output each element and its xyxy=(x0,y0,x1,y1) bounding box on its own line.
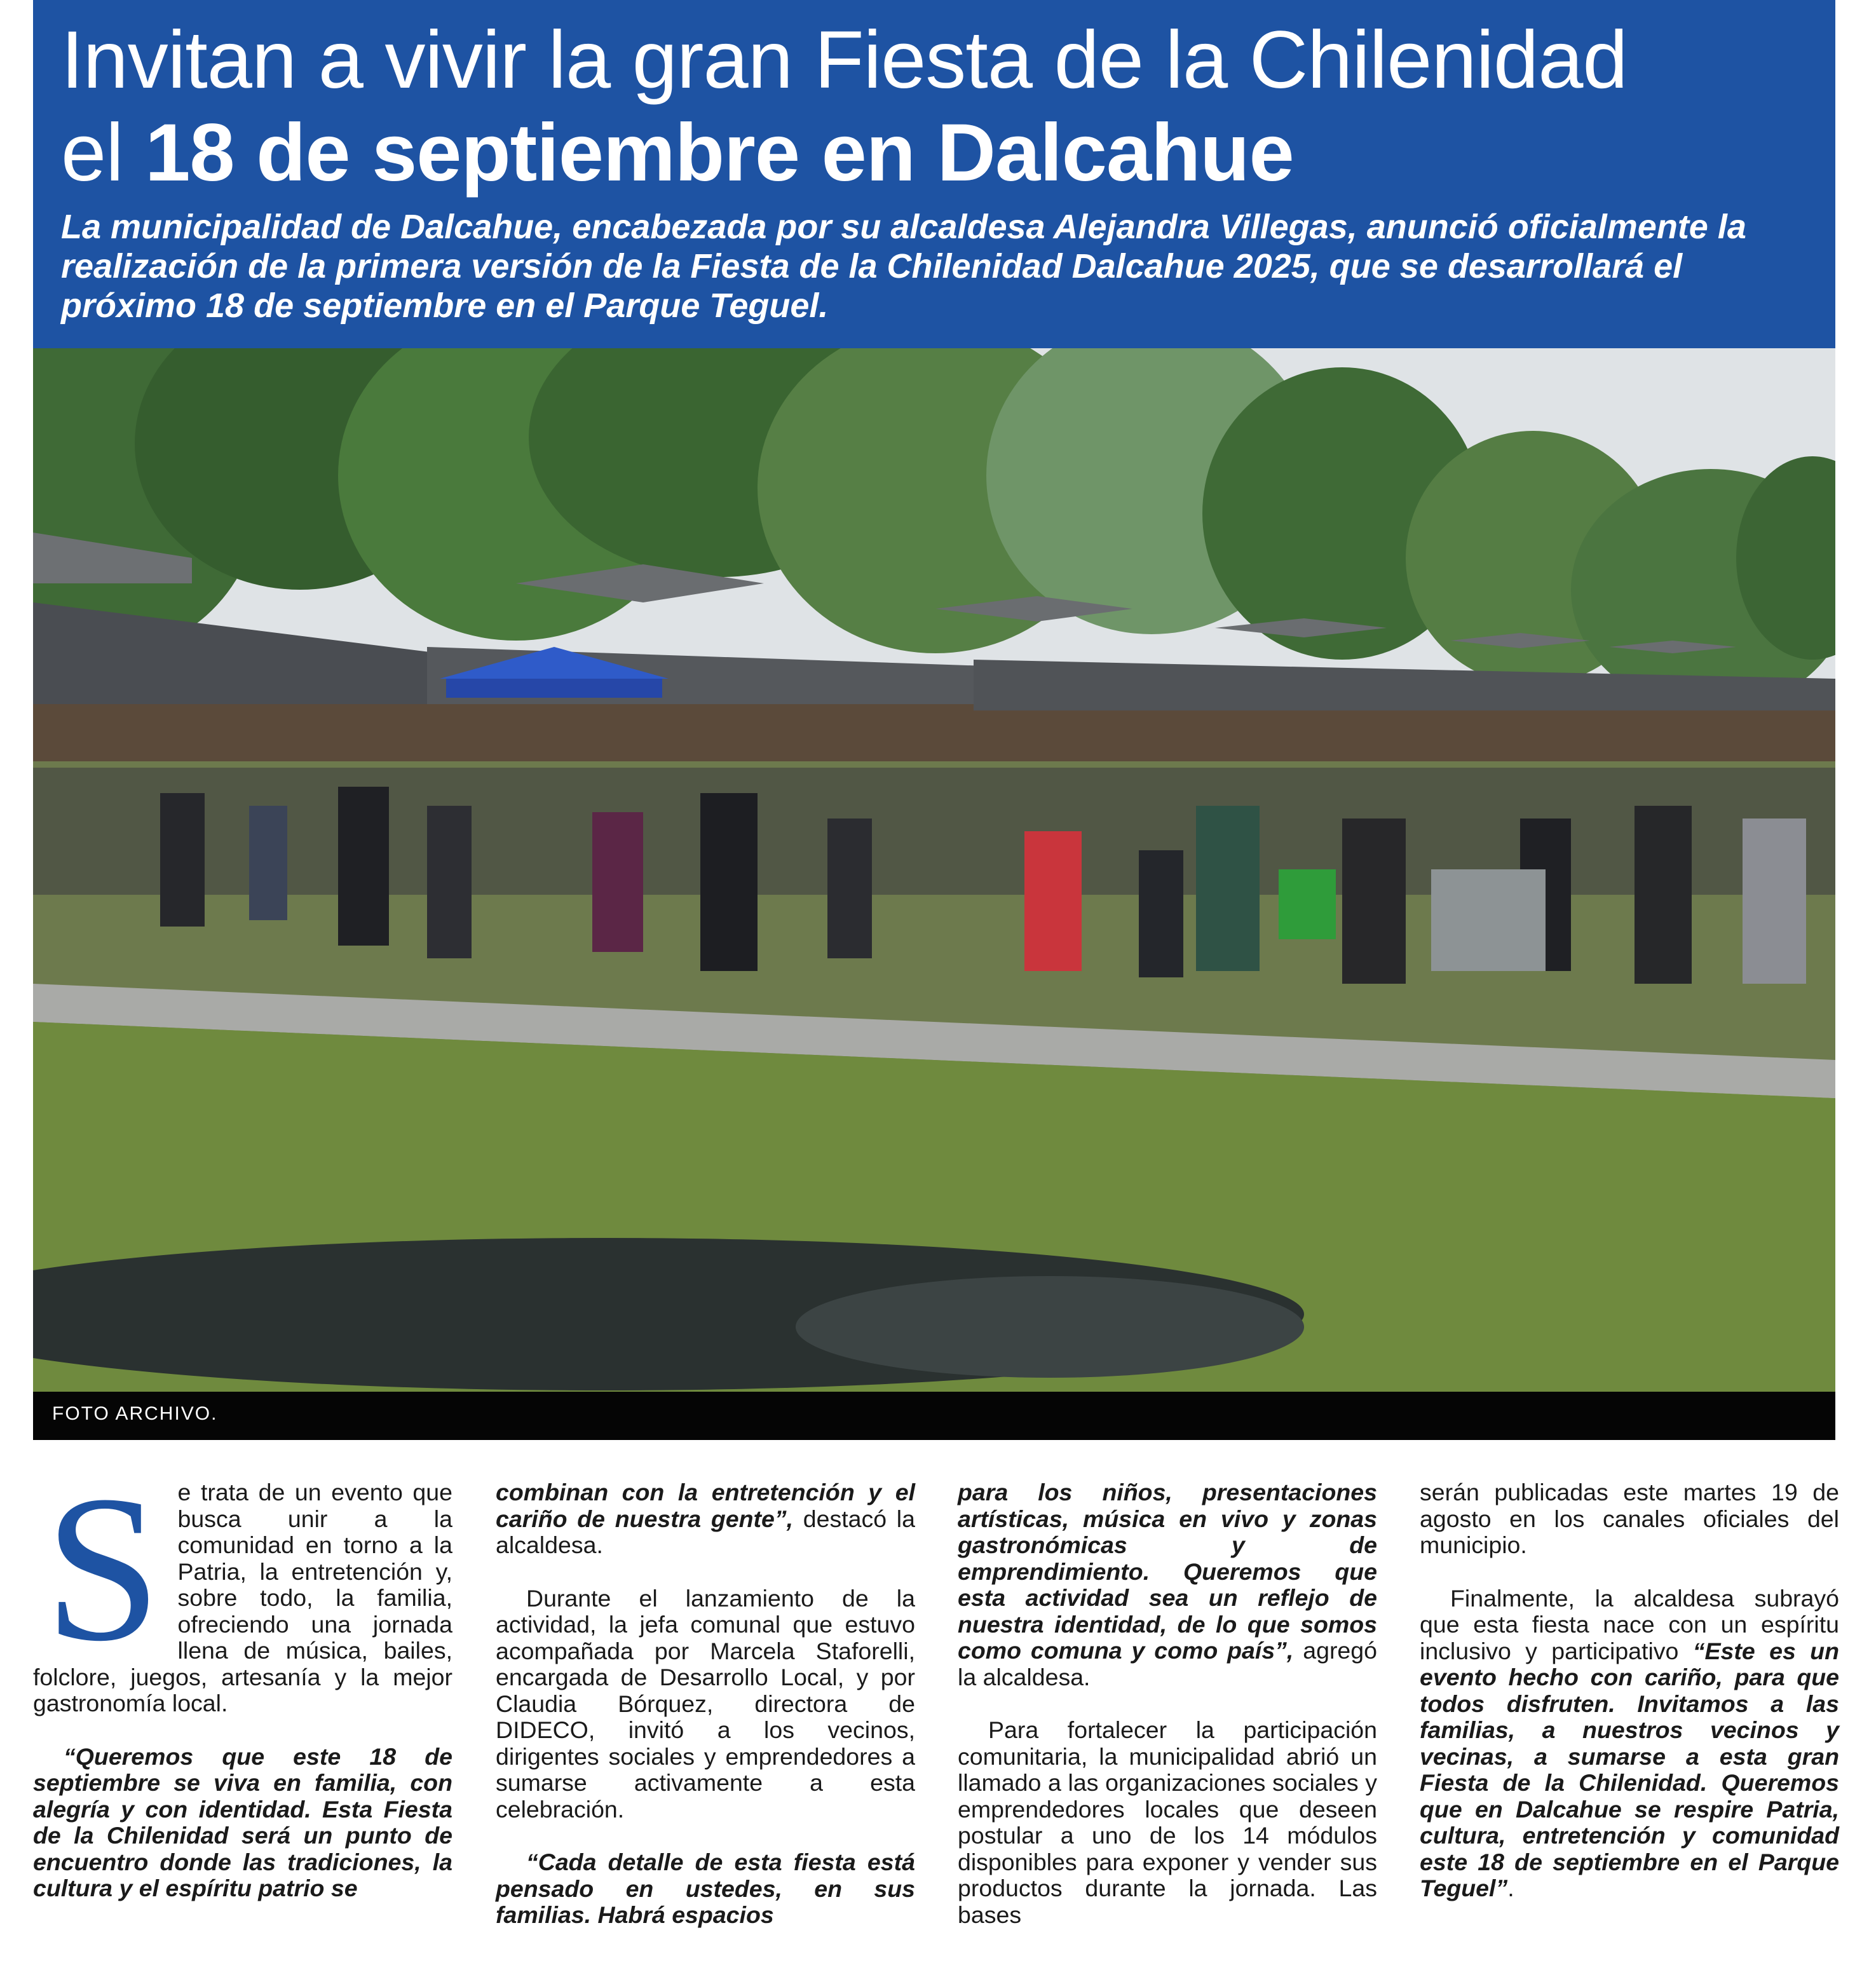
photo-caption: FOTO ARCHIVO. xyxy=(52,1403,218,1424)
quote-paragraph: “Queremos que este 18 de septiembre se viva en familia, con alegría y con identidad. Esta Fiesta de la Chilenidad será un punto de encuentro donde las tradiciones, la cultura y el espíritu patrio se xyxy=(33,1742,452,1901)
headline-line-2: el 18 de septiembre en Dalcahue xyxy=(61,107,1294,198)
paragraph: Se trata de un evento que busca unir a la comunidad en torno a la Patria, la entretención y, sobre todo, la familia, ofreciendo una jornada llena de música, bailes, folclore, juegos, artesanía y la mejor gastronomía local. xyxy=(33,1453,452,1716)
paragraph: para los niños, presentaciones artísticas, música en vivo y zonas gastronómicas y de emprendimiento. Queremos que esta actividad sea un reflejo de nuestra identidad, de lo que somos como comuna y como país”, agregó la alcaldesa. xyxy=(958,1479,1377,1690)
headline xyxy=(61,14,1828,200)
headline-line-1: Invitan a vivir la gran Fiesta de la Chilenidad xyxy=(61,15,1628,105)
article-column-4 xyxy=(1420,1479,1839,1929)
headline-bold-date: 18 de septiembre en Dalcahue xyxy=(145,107,1294,198)
photo-caption-bar xyxy=(33,1392,1835,1440)
quote-paragraph: “Cada detalle de esta fiesta está pensado en ustedes, en sus familias. Habrá espacios xyxy=(496,1849,915,1928)
paragraph: serán publicadas este martes 19 de agosto en los canales oficiales del municipio. xyxy=(1420,1479,1839,1558)
subheadline: La municipalidad de Dalcahue, encabezada por su alcaldesa Alejandra Villegas, anunció oficialmente la realización de la primera versión de la Fiesta de la Chilenidad Dalcahue 2025, que se desarrollará el próximo 18 de septiembre en el Parque Teguel. xyxy=(61,208,1746,325)
article-column-2 xyxy=(496,1479,915,1955)
headline-banner xyxy=(33,0,1835,348)
paragraph: Para fortalecer la participación comunitaria, la municipalidad abrió un llamado a las organizaciones sociales y emprendedores locales que deseen postular a uno de los 14 módulos disponibles para exponer y vender sus productos durante la jornada. Las bases xyxy=(958,1716,1377,1928)
article-column-1 xyxy=(33,1453,452,1929)
paragraph: Durante el lanzamiento de la actividad, la jefa comunal que estuvo acompañada por Marcela Staforelli, encargada de Desarrollo Local, y por Claudia Bórquez, directora de DIDECO, invitó a los vecinos, dirigentes sociales y emprendedores a sumarse activamente a esta celebración. xyxy=(496,1584,915,1823)
paragraph: Finalmente, la alcaldesa subrayó que esta fiesta nace con un espíritu inclusivo y participativo “Este es un evento hecho con cariño, para que todos disfruten. Invitamos a las familias, a nuestros vecinos y vecinas, a sumarse a esta gran Fiesta de la Chilenidad. Queremos que en Dalcahue se respire Patria, cultura, entretención y comunidad este 18 de septiembre en el Parque Teguel”. xyxy=(1420,1584,1839,1901)
festival-photo xyxy=(33,348,1835,1392)
paragraph: combinan con la entretención y el cariño de nuestra gente”, destacó la alcaldesa. xyxy=(496,1479,915,1558)
drop-cap: S xyxy=(44,1453,161,1685)
article-column-3 xyxy=(958,1479,1377,1955)
